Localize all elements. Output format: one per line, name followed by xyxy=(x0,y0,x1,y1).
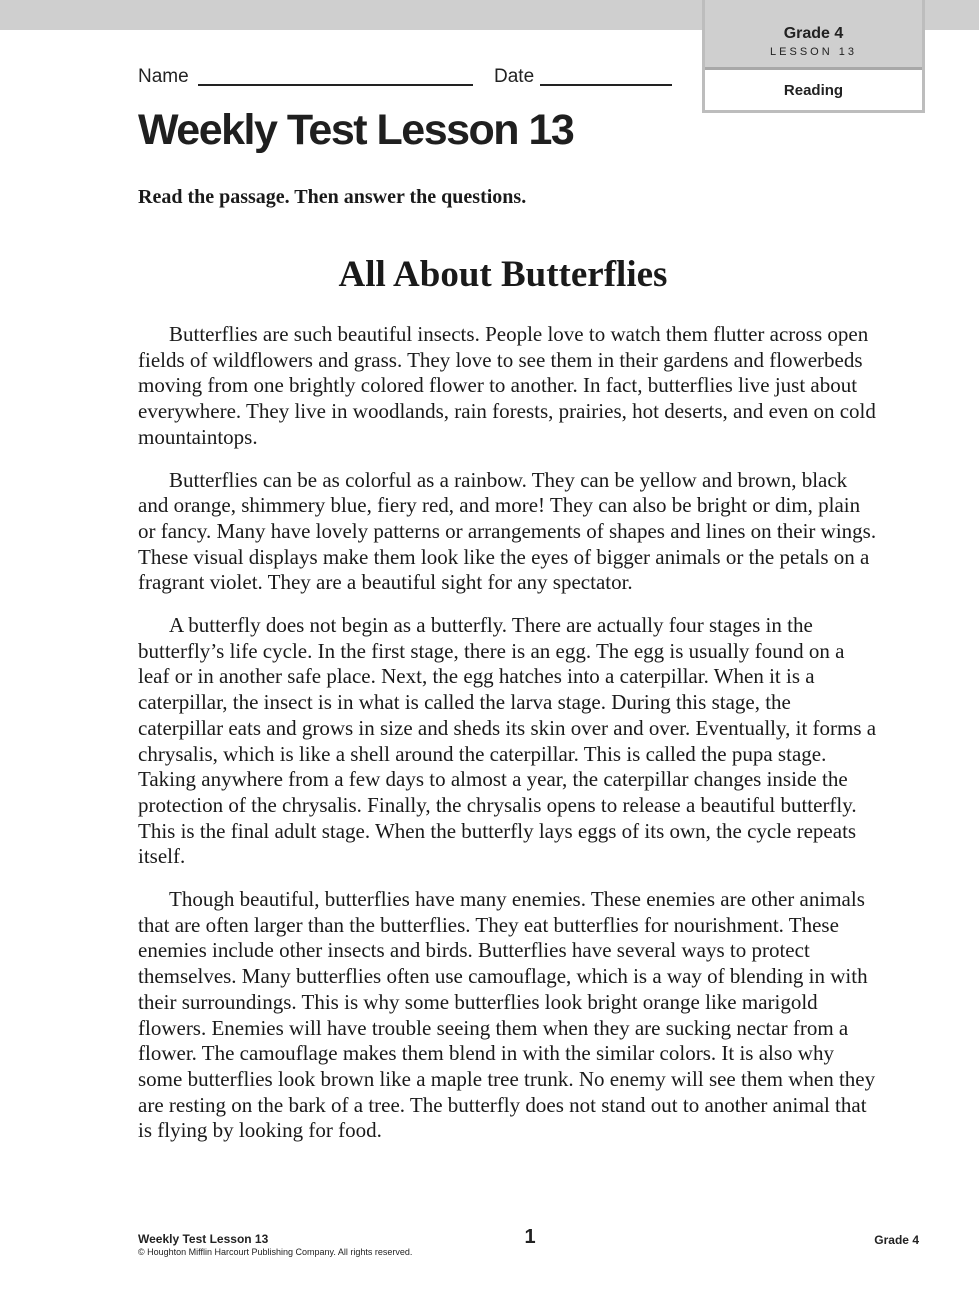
name-label: Name xyxy=(138,66,189,87)
name-field[interactable] xyxy=(198,84,473,86)
instructions: Read the passage. Then answer the questions. xyxy=(138,186,527,208)
passage-body xyxy=(138,322,880,1161)
lesson-label: LESSON 13 xyxy=(770,46,857,58)
page-title: Weekly Test Lesson 13 xyxy=(138,106,574,154)
grade-lesson-header xyxy=(705,0,922,70)
subject-label: Reading xyxy=(783,82,844,99)
passage-paragraph-2: Butterflies can be as colorful as a rainbow. They can be yellow and brown, black and orange, shimmery blue, fiery red, and more! They can also be bright or dim, plain or fancy. Many have lovely patterns or arrangements of shapes and lines on their wings. These visual displays make them look like the eyes of bigger animals or the petals on a fragrant violet. They are a beautiful sight for any spectator. xyxy=(138,467,877,595)
footer-grade: Grade 4 xyxy=(874,1233,919,1247)
grade-lesson-box xyxy=(702,0,925,113)
date-label: Date xyxy=(494,66,535,87)
passage-paragraph-1: Butterflies are such beautiful insects. People love to watch them flutter across open fields of wildflowers and grass. They love to see them in their gardens and flowerbeds moving from one brightly colored flower to another. In fact, butterflies live just about everywhere. They live in woodlands, rain forests, prairies, hot deserts, and even on cold mountaintops. xyxy=(138,322,876,449)
passage-paragraph-4: Though beautiful, butterflies have many enemies. These enemies are other animals that are often larger than the butterflies. They eat butterflies for nourishment. These enemies include other insects and birds. Butterflies have several ways to protect themselves. Many butterflies often use camouflage, which is a way of blending in with their surroundings. This is why some butterflies look bright orange like marigold flowers. Enemies will have trouble seeing them when they are sucking nectar from a flower. The camouflage makes them blend in with the similar colors. It is also why some butterflies look brown like a maple tree trunk. No enemy will see them when they are resting on the bark of a tree. The butterfly does not stand out to another animal that is flying by looking for food. xyxy=(138,887,876,1143)
footer-left xyxy=(138,1232,412,1259)
grade-label: Grade 4 xyxy=(783,25,844,42)
footer-copyright: © Houghton Mifflin Harcourt Publishing Company. All rights reserved. xyxy=(138,1247,413,1257)
date-field[interactable] xyxy=(540,84,672,86)
footer-title: Weekly Test Lesson 13 xyxy=(138,1232,269,1246)
page-number: 1 xyxy=(524,1226,536,1248)
passage-title: All About Butterflies xyxy=(338,254,668,295)
passage-paragraph-3: A butterfly does not begin as a butterfly. There are actually four stages in the butterfly’s life cycle. In the first stage, there is an egg. The egg is usually found on a leaf or in another safe place. Next, the egg hatches into a caterpillar. When it is a caterpillar, the insect is in what is called the larva stage. During this stage, the caterpillar eats and grows in size and sheds its skin over and over. Eventually, it forms a chrysalis, which is like a shell around the caterpillar. This is called the pupa stage. Taking anywhere from a few days to almost a year, the caterpillar changes inside the protection of the chrysalis. Finally, the chrysalis opens to release a beautiful butterfly. This is the final adult stage. When the butterfly lays eggs of its own, the cycle repeats itself. xyxy=(138,613,877,869)
